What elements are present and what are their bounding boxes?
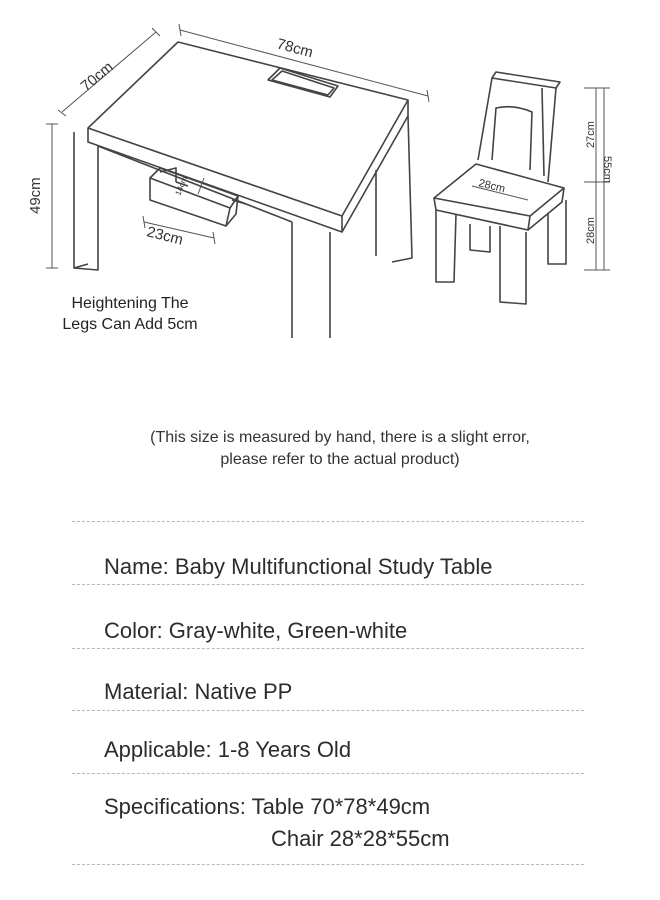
leg-note-line-2: Legs Can Add 5cm <box>62 316 198 333</box>
drawer-depth-label: 14cm <box>173 175 190 197</box>
divider <box>72 773 584 774</box>
chair-back-label: 27cm <box>585 121 597 148</box>
spec-specifications: Specifications: Table 70*78*49cm <box>104 794 431 819</box>
table-height-label: 49cm <box>27 177 44 214</box>
leg-height-note <box>40 293 220 335</box>
spec-specifications-chair: Chair 28*28*55cm <box>271 826 450 851</box>
disclaimer-line-2: please refer to the actual product) <box>220 451 460 468</box>
divider <box>72 584 584 585</box>
table-depth-label: 70cm <box>77 58 117 96</box>
leg-note-line-1: Heightening The <box>71 295 189 312</box>
spec-color: Color: Gray-white, Green-white <box>104 618 408 643</box>
disclaimer-line-1: (This size is measured by hand, there is a slight error, <box>150 429 530 446</box>
divider <box>72 521 584 522</box>
divider <box>72 648 584 649</box>
divider <box>72 864 584 865</box>
spec-name: Name: Baby Multifunctional Study Table <box>104 554 493 579</box>
spec-applicable: Applicable: 1-8 Years Old <box>104 737 352 762</box>
drawer-width-label: 23cm <box>145 223 185 249</box>
chair-total-label: 55cm <box>601 156 613 183</box>
chair-seat-label: 28cm <box>477 177 507 196</box>
spec-material: Material: Native PP <box>104 679 293 704</box>
divider <box>72 710 584 711</box>
table-width-label: 78cm <box>274 35 315 62</box>
measurement-disclaimer <box>80 427 600 471</box>
chair-seat-height-label: 28cm <box>585 217 597 244</box>
